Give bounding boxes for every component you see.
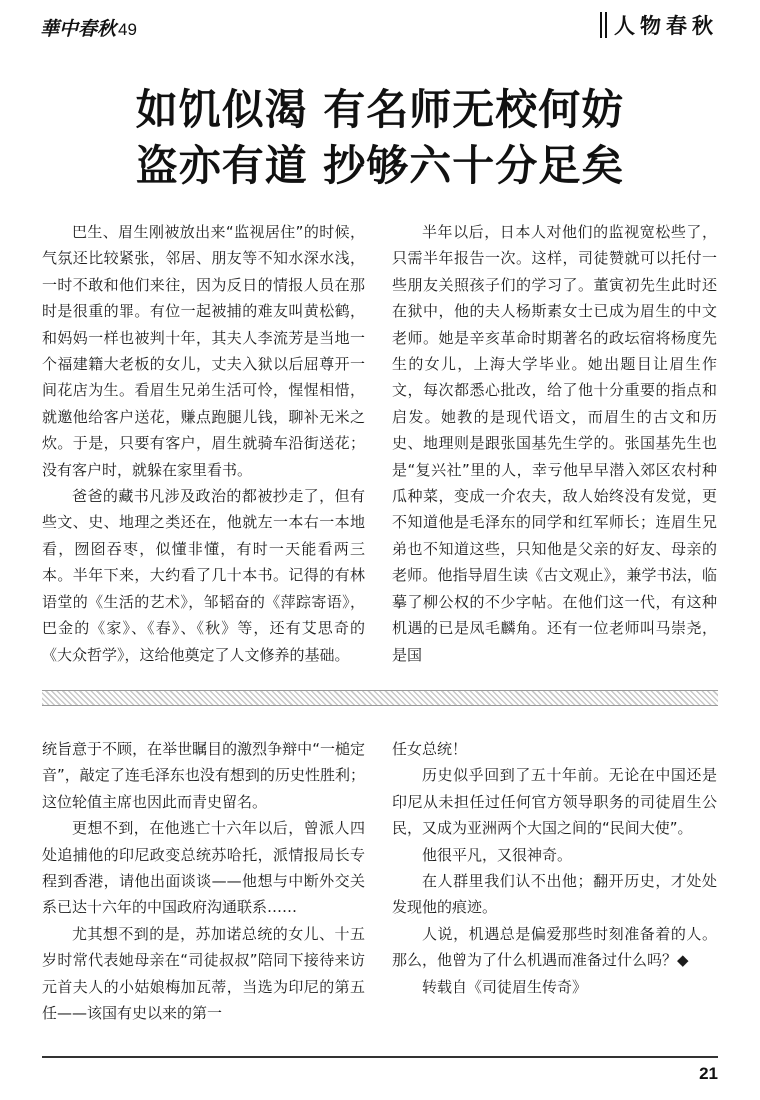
paragraph: 更想不到，在他逃亡十六年以后，曾派人四处追捕他的印尼政变总统苏哈托，派情报局长专程到香港，请他出面谈谈——他想与中断外交关系已达十六年的中国政府沟通联系…… [42,819,365,917]
article-title [0,82,760,194]
column-top-right [392,219,717,668]
paragraph: 在人群里我们认不出他；翻开历史，才处处发现他的痕迹。 [392,872,717,917]
paragraph: 巴生、眉生刚被放出来“监视居住”的时候，气氛还比较紧张，邻居、朋友等不知水深水浅，一时不敢和他们来往，因为反日的情报人员在那时是很重的罪。有位一起被捕的难友叫黄松鹤，和妈妈一样也被判十年，其夫人李流芳是当地一个福建籍大老板的女儿，丈夫入狱以后屈尊开一间花店为生。看眉生兄弟生活可怜，惺惺相惜，就邀他给客户送花，赚点跑腿儿钱，聊补无米之炊。于是，只要有客户，眉生就骑车沿街送花；没有客户时，就躲在家里看书。 [42,223,365,479]
column-top-left [42,219,365,668]
paragraph: 半年以后，日本人对他们的监视宽松些了，只需半年报告一次。这样，司徒赞就可以托付一些朋友关照孩子们的学习了。董寅初先生此时还在狱中，他的夫人杨斯素女士已成为眉生的中文老师。她是辛亥革命时期著名的政坛宿将杨度先生的女儿，上海大学毕业。她出题目让眉生作文，每次都悉心批改，给了他十分重要的指点和启发。她教的是现代语文，而眉生的古文和历史、地理则是跟张国基先生学的。张国基先生也是“复兴社”里的人，幸亏他早早潜入郊区农村种瓜种菜，变成一介农夫，敌人始终没有发觉，更不知道他是毛泽东的同学和红军师长；连眉生兄弟也不知道这些，只知他是父亲的好友、母亲的老师。他指导眉生读《古文观止》，兼学书法，临摹了柳公权的不少字帖。在他们这一代，有这种机遇的已是凤毛麟角。还有一位老师叫马崇尧，是国 [392,223,717,664]
section-divider [42,690,718,706]
footer-rule [42,1056,718,1058]
paragraph: 任女总统！ [392,740,468,758]
page-number: 21 [699,1064,718,1083]
issue-number: 49 [118,20,137,39]
paragraph: 统旨意于不顾，在举世瞩目的激烈争辩中“一槌定音”，敲定了连毛泽东也没有想到的历史性胜利；这位轮值主席也因此而青史留名。 [42,740,365,811]
paragraph: 历史似乎回到了五十年前。无论在中国还是印尼从未担任过任何官方领导职务的司徒眉生公民，又成为亚洲两个大国之间的“民间大使”。 [392,766,717,838]
paragraph: 他很平凡，又很神奇。 [422,845,573,864]
paragraph: 尤其想不到的是，苏加诺总统的女儿、十五岁时常代表她母亲在“司徒叔叔”陪同下接待来访元首夫人的小姑娘梅加瓦蒂，当选为印尼的第五任——该国有史以来的第一 [42,924,365,1023]
source-credit: 转载自《司徒眉生传奇》 [422,977,588,996]
column-bottom-right [392,736,717,1000]
column-bottom-left [42,736,365,1026]
title-line-2: 盗亦有道 抄够六十分足矣 [135,141,625,190]
magazine-name: 華中春秋 [40,18,117,40]
paragraph: 爸爸的藏书凡涉及政治的都被抄走了，但有些文、史、地理之类还在，他就左一本右一本地看，囫囵吞枣，似懂非懂，有时一天能看两三本。半年下来，大约看了几十本书。记得的有林语堂的《生活的艺术》，邹韬奋的《萍踪寄语》，巴金的《家》、《春》、《秋》等，还有艾思奇的《大众哲学》，这给他奠定了人文修养的基础。 [42,487,365,664]
section-label: 人物春秋 [600,10,718,40]
magazine-masthead [40,14,137,41]
title-line-1: 如饥似渴 有名师无校何妨 [135,85,625,134]
paragraph: 人说，机遇总是偏爱那些时刻准备着的人。那么，他曾为了什么机遇而准备过什么吗？◆ [392,924,717,970]
